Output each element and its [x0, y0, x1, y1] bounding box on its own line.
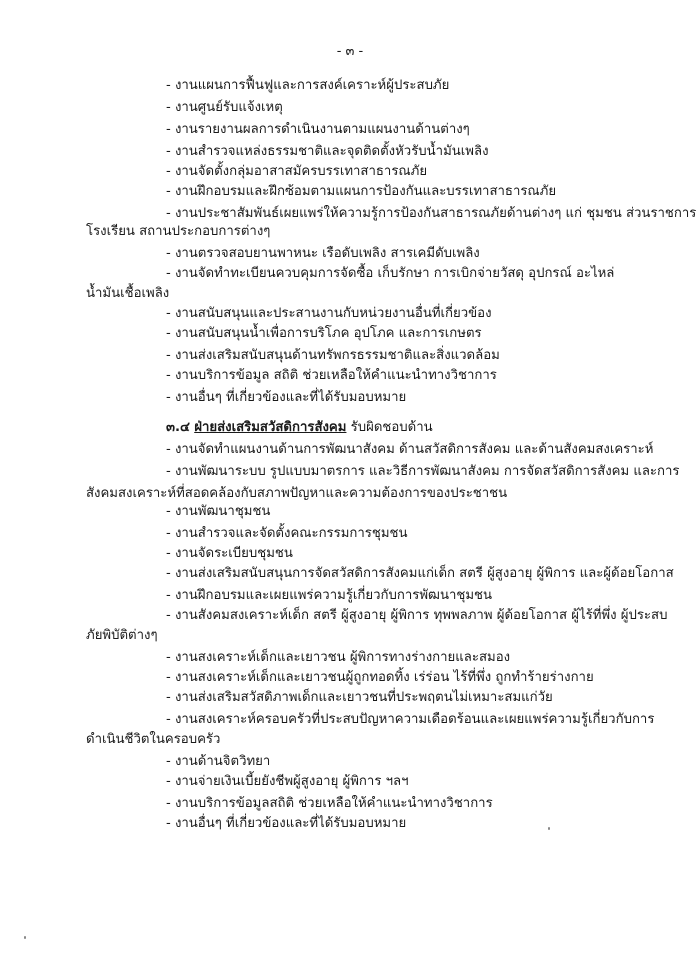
- section-heading: [166, 419, 433, 437]
- list-item: - งานบริการข้อมูลสถิติ ช่วยเหลือให้คำแนะนำทางวิชาการ: [166, 796, 493, 811]
- list-item-fuel: - งานจัดทำทะเบียนควบคุมการจัดซื้อ เก็บรักษา การเบิกจ่ายวัสดุ อุปกรณ์ อะไหล่: [166, 266, 615, 281]
- section-suffix: รับผิดชอบด้าน: [350, 420, 433, 435]
- list-item: - งานส่งเสริมสนับสนุนการจัดสวัสดิการสังคมแก่เด็ก สตรี ผู้สูงอายุ ผู้พิการ และผู้ด้อยโอกาส: [166, 566, 674, 581]
- list-item: - งานจ่ายเงินเบี้ยยังชีพผู้สูงอายุ ผู้พิการ ฯลฯ: [166, 774, 409, 789]
- list-item-continuation: น้ำมันเชื้อเพลิง: [86, 286, 170, 301]
- list-item: - งานสำรวจแหล่งธรรมชาติและจุดติดตั้งหัวรับน้ำมันเพลิง: [166, 144, 489, 159]
- list-item-continuation: สังคมสงเคราะห์ที่สอดคล้องกับสภาพปัญหาและความต้องการของประชาชน: [86, 486, 508, 501]
- scan-speck: [548, 827, 550, 830]
- list-item-pr: - งานประชาสัมพันธ์เผยแพร่ให้ความรู้การป้องกันสาธารณภัยด้านต่างๆ แก่ ชุมชน ส่วนราชการ: [166, 206, 697, 221]
- list-item: - งานสงเคราะห์เด็กและเยาวชนผู้ถูกทอดทิ้ง เร่ร่อน ไร้ที่พึ่ง ถูกทำร้ายร่างกาย: [166, 670, 594, 685]
- list-item: - งานรายงานผลการดำเนินงานตามแผนงานด้านต่างๆ: [166, 122, 470, 137]
- list-item: - งานสำรวจและจัดตั้งคณะกรรมการชุมชน: [166, 526, 408, 541]
- list-item-family: - งานสงเคราะห์ครอบครัวที่ประสบปัญหาความเดือดร้อนและเผยแพร่ความรู้เกี่ยวกับการ: [166, 712, 655, 727]
- list-item-welfare: - งานสังคมสงเคราะห์เด็ก สตรี ผู้สูงอายุ ผู้พิการ ทุพพลภาพ ผู้ด้อยโอกาส ผู้ไร้ที่พึ่ง ผู้ประสบ: [166, 608, 668, 623]
- list-item: - งานศูนย์รับแจ้งเหตุ: [166, 100, 283, 115]
- list-item: - งานด้านจิตวิทยา: [166, 754, 271, 769]
- list-item: - งานสงเคราะห์เด็กและเยาวชน ผู้พิการทางร่างกายและสมอง: [166, 650, 511, 665]
- list-item: - งานจัดทำแผนงานด้านการพัฒนาสังคม ด้านสวัสดิการสังคม และด้านสังคมสงเคราะห์: [166, 442, 654, 457]
- list-item: - งานแผนการฟื้นฟูและการสงค์เคราะห์ผู้ประสบภัย: [166, 78, 450, 93]
- list-item: - งานพัฒนาชุมชน: [166, 504, 271, 519]
- list-item-continuation: โรงเรียน สถานประกอบการต่างๆ: [86, 224, 271, 239]
- section-number: ๓.๔: [166, 420, 191, 435]
- list-item: - งานตรวจสอบยานพาหนะ เรือดับเพลิง สารเคมีดับเพลิง: [166, 246, 480, 261]
- list-item: - งานบริการข้อมูล สถิติ ช่วยเหลือให้คำแนะนำทางวิชาการ: [166, 368, 497, 383]
- list-item: - งานจัดระเบียบชุมชน: [166, 546, 293, 561]
- list-item: - งานฝึกอบรมและฝึกซ้อมตามแผนการป้องกันและบรรเทาสาธารณภัย: [166, 184, 557, 199]
- list-item: - งานสนับสนุนน้ำเพื่อการบริโภค อุปโภค และการเกษตร: [166, 326, 482, 341]
- list-item: - งานส่งเสริมสวัสดิภาพเด็กและเยาวชนที่ประพฤตนไม่เหมาะสมแก่วัย: [166, 690, 553, 705]
- list-item: - งานอื่นๆ ที่เกี่ยวข้องและที่ได้รับมอบหมาย: [166, 390, 407, 405]
- list-item-continuation: ดำเนินชีวิตในครอบครัว: [86, 732, 221, 747]
- list-item-system: - งานพัฒนาระบบ รูปแบบมาตรการ และวิธีการพัฒนาสังคม การจัดสวัสดิการสังคม และการ: [166, 464, 680, 479]
- list-item: - งานสนับสนุนและประสานงานกับหน่วยงานอื่นที่เกี่ยวข้อง: [166, 306, 492, 321]
- list-item-continuation: ภัยพิบัติต่างๆ: [86, 628, 158, 643]
- list-item: - งานจัดตั้งกลุ่มอาสาสมัครบรรเทาสาธารณภัย: [166, 164, 428, 179]
- section-title: ฝ่ายส่งเสริมสวัสดิการสังคม: [194, 420, 347, 435]
- list-item: - งานอื่นๆ ที่เกี่ยวข้องและที่ได้รับมอบหมาย: [166, 816, 407, 831]
- list-item: - งานส่งเสริมสนับสนุนด้านทรัพกรธรรมชาติและสิ่งแวดล้อม: [166, 348, 500, 363]
- list-item: - งานฝึกอบรมและเผยแพร่ความรู้เกี่ยวกับการพัฒนาชุมชน: [166, 588, 492, 603]
- scan-speck: [24, 936, 26, 939]
- page-number: - ๓ -: [336, 44, 364, 59]
